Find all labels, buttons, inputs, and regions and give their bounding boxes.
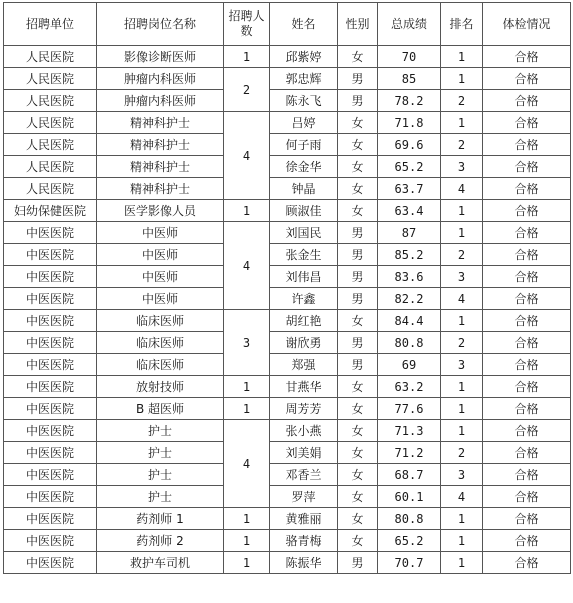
cell-post: 药剂师 1: [97, 508, 224, 530]
cell-rank: 2: [441, 244, 483, 266]
cell-name: 张小燕: [270, 420, 338, 442]
cell-score: 83.6: [378, 266, 441, 288]
cell-gender: 女: [338, 156, 378, 178]
table-row: [4, 68, 571, 90]
cell-post: 肿瘤内科医师: [97, 68, 224, 90]
cell-count: 2: [224, 68, 270, 112]
cell-score: 69: [378, 354, 441, 376]
cell-name: 郑强: [270, 354, 338, 376]
cell-name: 黄雅丽: [270, 508, 338, 530]
cell-exam: 合格: [483, 156, 571, 178]
cell-score: 71.3: [378, 420, 441, 442]
cell-rank: 1: [441, 222, 483, 244]
table-row: [4, 508, 571, 530]
cell-count: 3: [224, 310, 270, 376]
header-gender: 性别: [338, 3, 378, 46]
cell-rank: 2: [441, 332, 483, 354]
table-row: [4, 398, 571, 420]
cell-name: 刘国民: [270, 222, 338, 244]
cell-gender: 男: [338, 68, 378, 90]
cell-score: 69.6: [378, 134, 441, 156]
cell-score: 63.2: [378, 376, 441, 398]
cell-exam: 合格: [483, 398, 571, 420]
cell-name: 罗萍: [270, 486, 338, 508]
cell-exam: 合格: [483, 442, 571, 464]
table-row: [4, 200, 571, 222]
cell-gender: 女: [338, 310, 378, 332]
cell-unit: 人民医院: [4, 112, 97, 134]
cell-rank: 1: [441, 112, 483, 134]
table-row: [4, 464, 571, 486]
table-row: [4, 244, 571, 266]
cell-unit: 人民医院: [4, 156, 97, 178]
cell-gender: 女: [338, 200, 378, 222]
cell-unit: 中医医院: [4, 310, 97, 332]
cell-post: 肿瘤内科医师: [97, 90, 224, 112]
cell-name: 许鑫: [270, 288, 338, 310]
cell-unit: 妇幼保健医院: [4, 200, 97, 222]
cell-exam: 合格: [483, 552, 571, 574]
cell-count: 1: [224, 552, 270, 574]
header-unit: 招聘单位: [4, 3, 97, 46]
cell-score: 82.2: [378, 288, 441, 310]
cell-gender: 男: [338, 288, 378, 310]
cell-rank: 2: [441, 90, 483, 112]
cell-unit: 中医医院: [4, 552, 97, 574]
cell-score: 85: [378, 68, 441, 90]
cell-name: 钟晶: [270, 178, 338, 200]
cell-exam: 合格: [483, 376, 571, 398]
cell-score: 63.7: [378, 178, 441, 200]
cell-score: 63.4: [378, 200, 441, 222]
cell-rank: 2: [441, 442, 483, 464]
cell-exam: 合格: [483, 354, 571, 376]
cell-count: 1: [224, 530, 270, 552]
cell-gender: 女: [338, 178, 378, 200]
cell-score: 65.2: [378, 156, 441, 178]
cell-unit: 中医医院: [4, 332, 97, 354]
cell-rank: 1: [441, 376, 483, 398]
cell-gender: 男: [338, 90, 378, 112]
cell-rank: 1: [441, 420, 483, 442]
table-row: [4, 288, 571, 310]
cell-post: 护士: [97, 486, 224, 508]
cell-gender: 女: [338, 420, 378, 442]
cell-gender: 女: [338, 464, 378, 486]
cell-unit: 人民医院: [4, 68, 97, 90]
cell-name: 胡红艳: [270, 310, 338, 332]
cell-unit: 中医医院: [4, 222, 97, 244]
cell-unit: 中医医院: [4, 288, 97, 310]
cell-unit: 人民医院: [4, 46, 97, 68]
cell-rank: 1: [441, 530, 483, 552]
cell-name: 谢欣勇: [270, 332, 338, 354]
cell-gender: 男: [338, 354, 378, 376]
cell-exam: 合格: [483, 266, 571, 288]
cell-gender: 女: [338, 508, 378, 530]
cell-exam: 合格: [483, 288, 571, 310]
cell-name: 陈永飞: [270, 90, 338, 112]
table-body: [4, 46, 571, 574]
cell-gender: 男: [338, 244, 378, 266]
table-row: [4, 376, 571, 398]
cell-post: 中医师: [97, 222, 224, 244]
cell-name: 刘伟昌: [270, 266, 338, 288]
cell-count: 1: [224, 200, 270, 222]
cell-rank: 1: [441, 552, 483, 574]
cell-exam: 合格: [483, 464, 571, 486]
cell-score: 84.4: [378, 310, 441, 332]
cell-score: 78.2: [378, 90, 441, 112]
cell-exam: 合格: [483, 178, 571, 200]
cell-unit: 中医医院: [4, 508, 97, 530]
cell-score: 68.7: [378, 464, 441, 486]
cell-post: 中医师: [97, 288, 224, 310]
results-table: [3, 2, 571, 574]
cell-post: 中医师: [97, 266, 224, 288]
cell-gender: 女: [338, 398, 378, 420]
table-row: [4, 530, 571, 552]
header-count: 招聘人数: [224, 3, 270, 46]
table-row: [4, 310, 571, 332]
cell-rank: 3: [441, 156, 483, 178]
table-row: [4, 90, 571, 112]
cell-score: 70.7: [378, 552, 441, 574]
cell-gender: 女: [338, 134, 378, 156]
cell-count: 4: [224, 420, 270, 508]
cell-gender: 女: [338, 112, 378, 134]
cell-name: 吕婷: [270, 112, 338, 134]
results-sheet: [3, 2, 571, 574]
cell-unit: 中医医院: [4, 376, 97, 398]
cell-score: 60.1: [378, 486, 441, 508]
cell-name: 刘美娟: [270, 442, 338, 464]
cell-post: 放射技师: [97, 376, 224, 398]
cell-exam: 合格: [483, 420, 571, 442]
cell-name: 张金生: [270, 244, 338, 266]
cell-post: B 超医师: [97, 398, 224, 420]
table-header: [4, 3, 571, 46]
cell-gender: 女: [338, 46, 378, 68]
cell-unit: 中医医院: [4, 442, 97, 464]
cell-exam: 合格: [483, 68, 571, 90]
cell-gender: 男: [338, 332, 378, 354]
table-row: [4, 46, 571, 68]
cell-name: 何子雨: [270, 134, 338, 156]
cell-post: 护士: [97, 464, 224, 486]
cell-post: 护士: [97, 420, 224, 442]
table-row: [4, 178, 571, 200]
cell-post: 精神科护士: [97, 156, 224, 178]
table-row: [4, 134, 571, 156]
cell-name: 陈振华: [270, 552, 338, 574]
cell-exam: 合格: [483, 244, 571, 266]
cell-post: 医学影像人员: [97, 200, 224, 222]
cell-count: 1: [224, 46, 270, 68]
cell-unit: 人民医院: [4, 134, 97, 156]
cell-gender: 女: [338, 530, 378, 552]
cell-rank: 2: [441, 134, 483, 156]
table-row: [4, 266, 571, 288]
cell-unit: 中医医院: [4, 398, 97, 420]
cell-unit: 人民医院: [4, 178, 97, 200]
cell-exam: 合格: [483, 200, 571, 222]
cell-post: 精神科护士: [97, 134, 224, 156]
cell-post: 中医师: [97, 244, 224, 266]
cell-exam: 合格: [483, 112, 571, 134]
cell-score: 70: [378, 46, 441, 68]
cell-count: 4: [224, 222, 270, 310]
cell-count: 1: [224, 398, 270, 420]
cell-exam: 合格: [483, 90, 571, 112]
cell-exam: 合格: [483, 332, 571, 354]
cell-score: 85.2: [378, 244, 441, 266]
cell-count: 1: [224, 376, 270, 398]
header-rank: 排名: [441, 3, 483, 46]
cell-name: 骆青梅: [270, 530, 338, 552]
cell-post: 影像诊断医师: [97, 46, 224, 68]
cell-post: 临床医师: [97, 354, 224, 376]
table-row: [4, 420, 571, 442]
cell-unit: 中医医院: [4, 486, 97, 508]
cell-post: 药剂师 2: [97, 530, 224, 552]
cell-rank: 1: [441, 200, 483, 222]
cell-rank: 1: [441, 310, 483, 332]
cell-exam: 合格: [483, 310, 571, 332]
cell-gender: 女: [338, 486, 378, 508]
cell-post: 临床医师: [97, 332, 224, 354]
cell-unit: 人民医院: [4, 90, 97, 112]
cell-rank: 4: [441, 288, 483, 310]
cell-name: 甘燕华: [270, 376, 338, 398]
cell-rank: 3: [441, 354, 483, 376]
cell-name: 周芳芳: [270, 398, 338, 420]
cell-score: 77.6: [378, 398, 441, 420]
table-row: [4, 222, 571, 244]
cell-score: 71.2: [378, 442, 441, 464]
cell-name: 邓香兰: [270, 464, 338, 486]
cell-gender: 男: [338, 552, 378, 574]
cell-rank: 3: [441, 266, 483, 288]
cell-count: 1: [224, 508, 270, 530]
cell-score: 87: [378, 222, 441, 244]
cell-name: 徐金华: [270, 156, 338, 178]
cell-exam: 合格: [483, 508, 571, 530]
cell-exam: 合格: [483, 134, 571, 156]
header-name: 姓名: [270, 3, 338, 46]
cell-score: 71.8: [378, 112, 441, 134]
cell-exam: 合格: [483, 222, 571, 244]
cell-post: 精神科护士: [97, 112, 224, 134]
cell-rank: 4: [441, 486, 483, 508]
table-row: [4, 552, 571, 574]
cell-rank: 4: [441, 178, 483, 200]
cell-rank: 1: [441, 68, 483, 90]
header-exam: 体检情况: [483, 3, 571, 46]
cell-gender: 男: [338, 222, 378, 244]
cell-exam: 合格: [483, 46, 571, 68]
cell-post: 精神科护士: [97, 178, 224, 200]
cell-count: 4: [224, 112, 270, 200]
cell-post: 临床医师: [97, 310, 224, 332]
table-row: [4, 332, 571, 354]
cell-score: 80.8: [378, 332, 441, 354]
header-score: 总成绩: [378, 3, 441, 46]
cell-rank: 3: [441, 464, 483, 486]
table-row: [4, 354, 571, 376]
header-post: 招聘岗位名称: [97, 3, 224, 46]
table-row: [4, 486, 571, 508]
cell-gender: 女: [338, 442, 378, 464]
table-row: [4, 442, 571, 464]
cell-score: 65.2: [378, 530, 441, 552]
cell-name: 邱紫婷: [270, 46, 338, 68]
cell-unit: 中医医院: [4, 244, 97, 266]
header-row: [4, 3, 571, 46]
cell-rank: 1: [441, 398, 483, 420]
cell-unit: 中医医院: [4, 266, 97, 288]
cell-post: 护士: [97, 442, 224, 464]
cell-unit: 中医医院: [4, 464, 97, 486]
cell-gender: 男: [338, 266, 378, 288]
table-row: [4, 112, 571, 134]
cell-name: 郭忠辉: [270, 68, 338, 90]
cell-unit: 中医医院: [4, 530, 97, 552]
cell-unit: 中医医院: [4, 354, 97, 376]
cell-exam: 合格: [483, 530, 571, 552]
table-row: [4, 156, 571, 178]
cell-post: 救护车司机: [97, 552, 224, 574]
cell-name: 顾淑佳: [270, 200, 338, 222]
cell-unit: 中医医院: [4, 420, 97, 442]
cell-rank: 1: [441, 46, 483, 68]
cell-rank: 1: [441, 508, 483, 530]
cell-gender: 女: [338, 376, 378, 398]
cell-exam: 合格: [483, 486, 571, 508]
cell-score: 80.8: [378, 508, 441, 530]
